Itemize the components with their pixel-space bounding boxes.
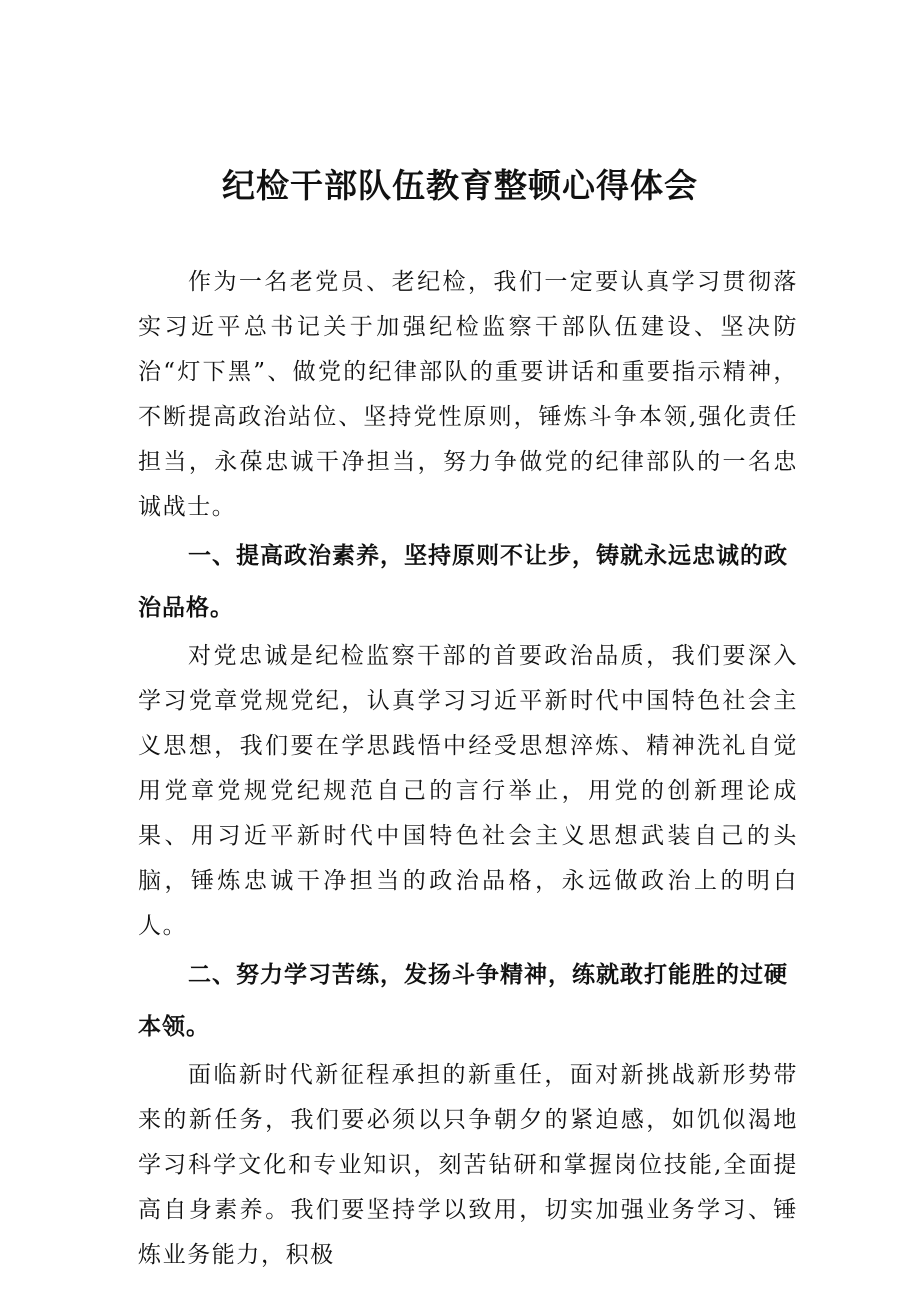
section-body-1: 对党忠诚是纪检监察干部的首要政治品质，我们要深入学习党章党规党纪，认真学习习近平新时代中国特色社会主义思想，我们要在学思践悟中经受思想淬炼、精神洗礼自觉用党章党规党纪规范自己的言行举止，用党的创新理论成果、用习近平新时代中国特色社会主义思想武装自己的头脑，锤炼忠诚干净担当的政治品格，永远做政治上的明白人。 <box>138 643 798 939</box>
section-heading-2: 二、努力学习苦练，发扬斗争精神，练就敢打能胜的过硬本领。 <box>138 962 788 1040</box>
document-title: 纪检干部队伍教育整顿心得体会 <box>222 166 698 205</box>
section-heading-1: 一、提高政治素养，坚持原则不让步，铸就永远忠诚的政治品格。 <box>138 543 788 621</box>
intro-paragraph: 作为一名老党员、老纪检，我们一定要认真学习贯彻落实习近平总书记关于加强纪检监察干部队伍建设、坚决防治“灯下黑”、做党的纪律部队的重要讲话和重要指示精神，不断提高政治站位、坚持党性原则，锤炼斗争本领,强化责任担当，永葆忠诚干净担当，努力争做党的纪律部队的一名忠诚战士。 <box>138 269 798 520</box>
section-body-2: 面临新时代新征程承担的新重任，面对新挑战新形势带来的新任务，我们要必须以只争朝夕的紧迫感，如饥似渴地学习科学文化和专业知识，刻苦钻研和掌握岗位技能,全面提高自身素养。我们要坚持学以致用，切实加强业务学习、锤炼业务能力，积极 <box>138 1062 798 1268</box>
document-body <box>138 260 798 1278</box>
